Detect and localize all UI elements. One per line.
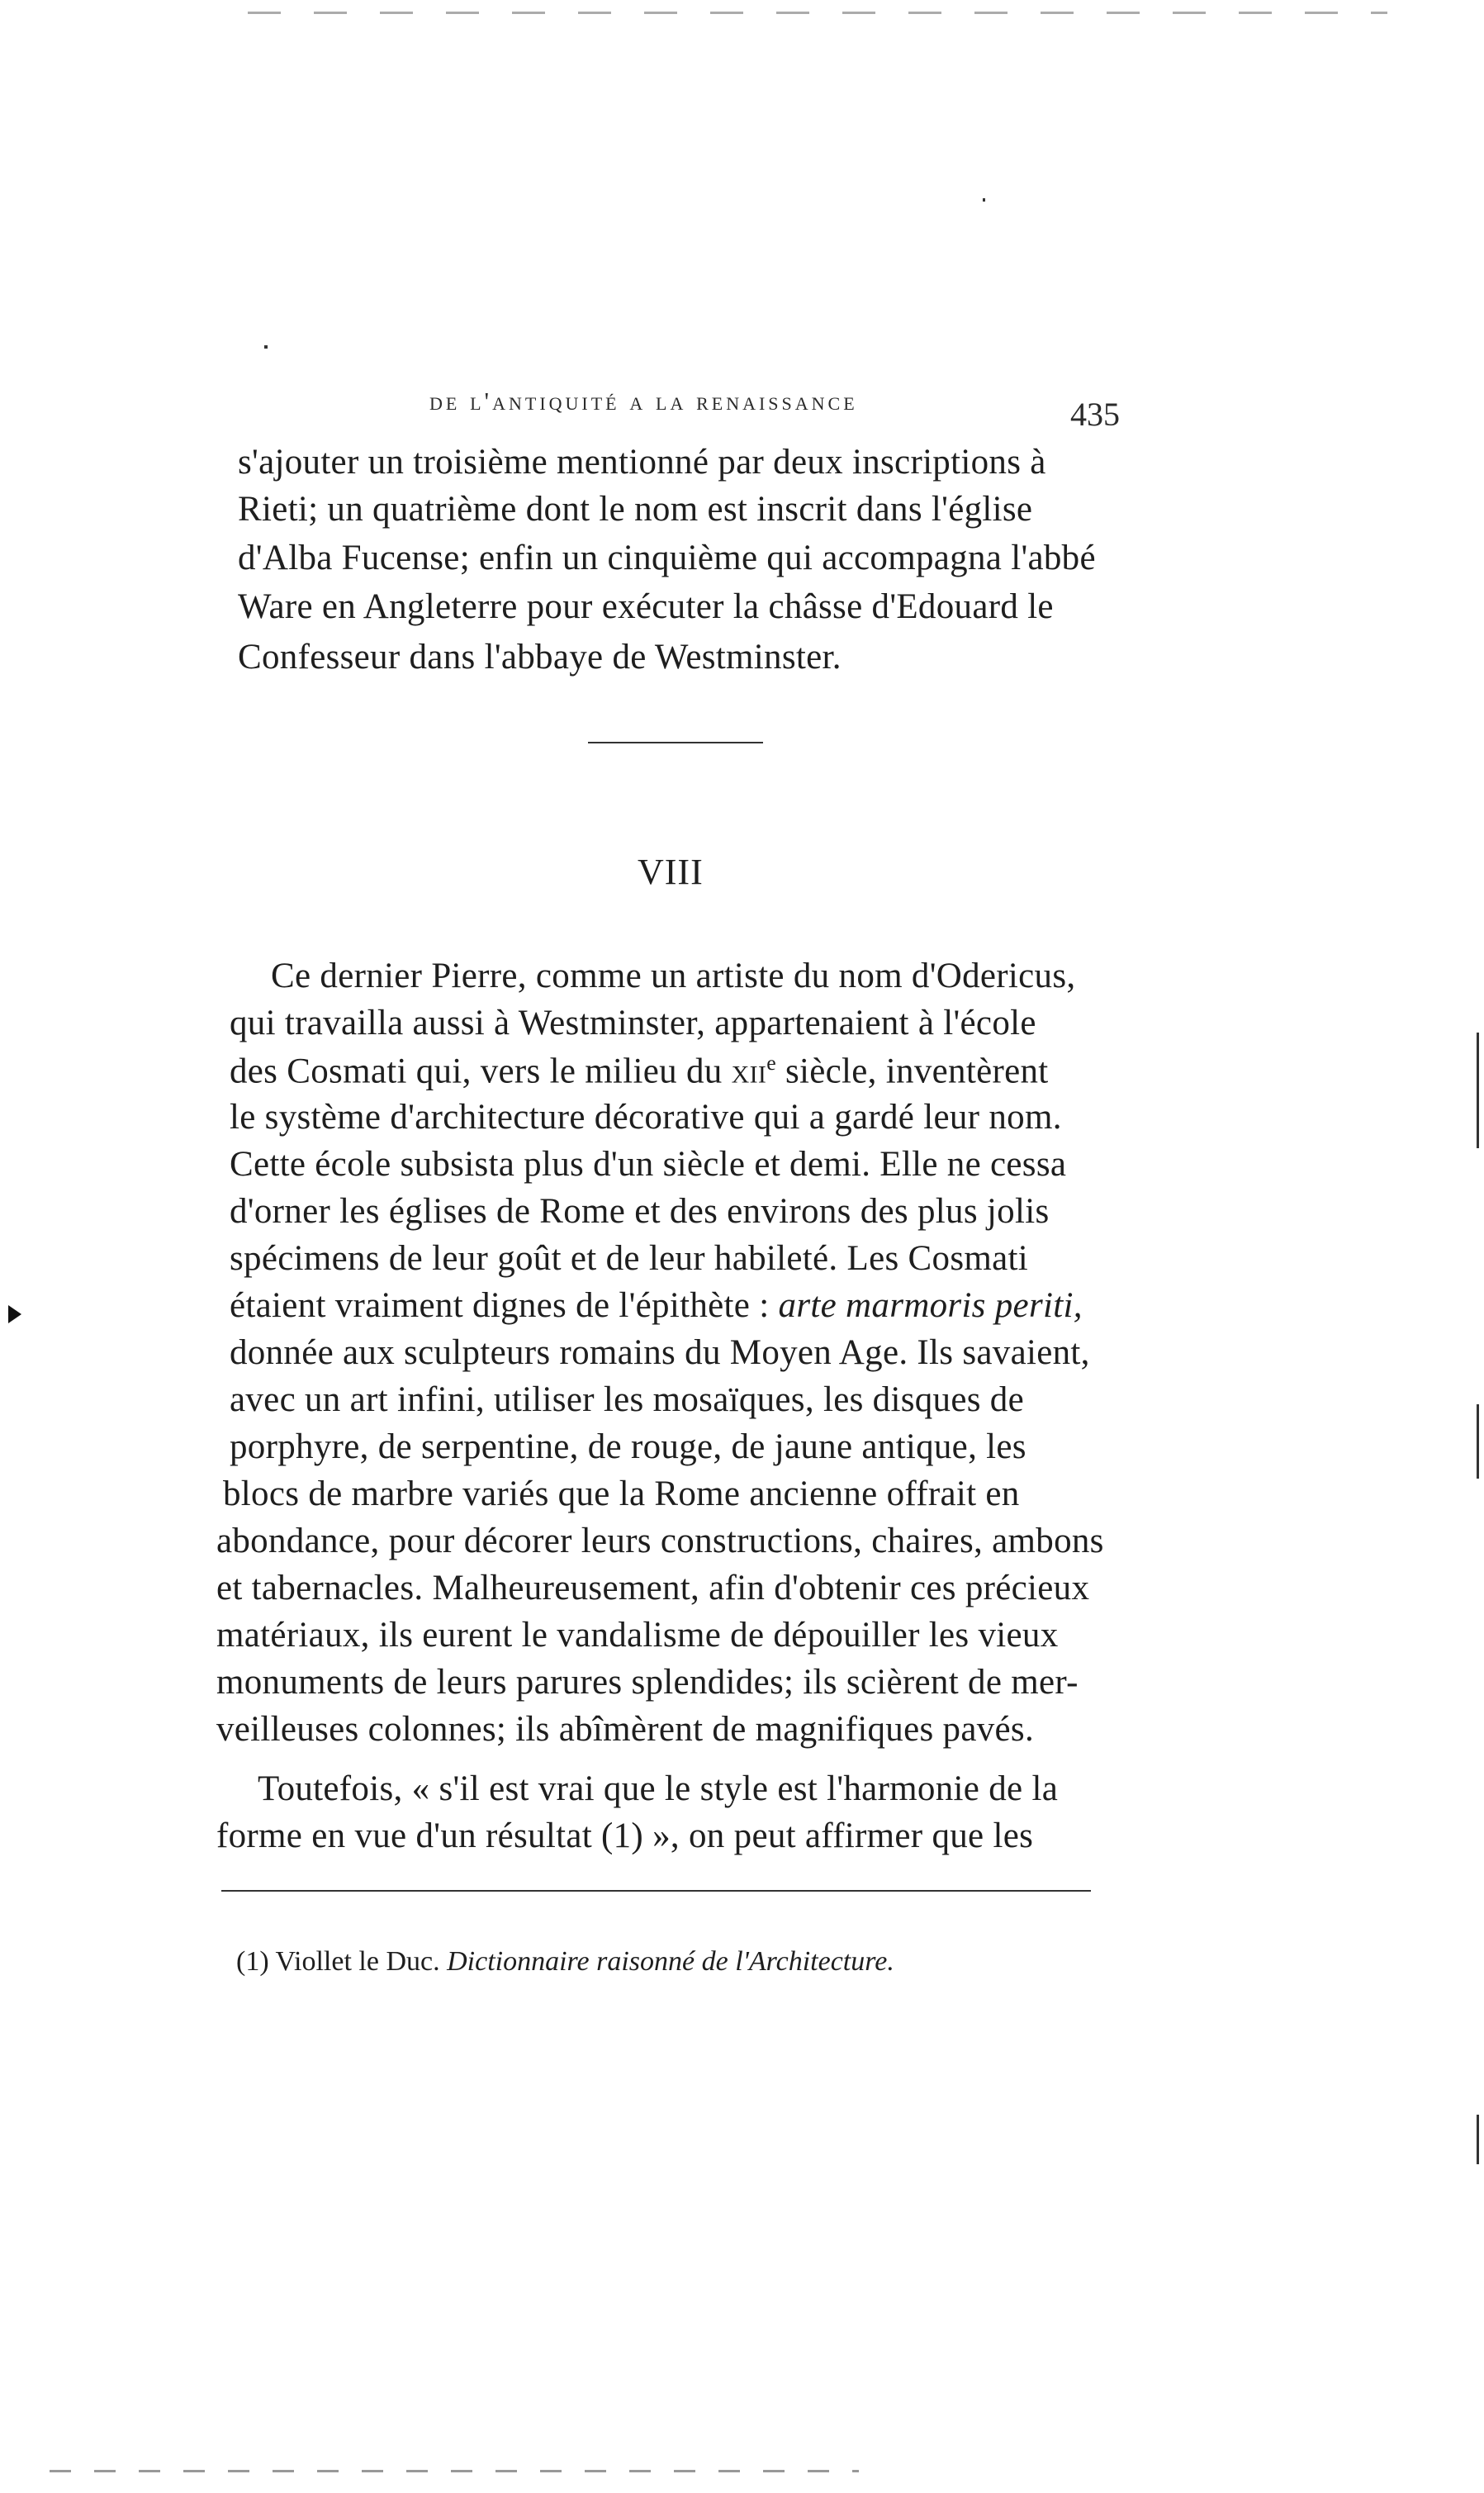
text-line: s'ajouter un troisième mentionné par deux inscriptions à: [238, 443, 1046, 482]
page-number: 435: [1070, 396, 1120, 433]
text-line: Ware en Angleterre pour exécuter la châsse d'Edouard le: [238, 587, 1054, 626]
text-line: blocs de marbre variés que la Rome ancienne offrait en: [223, 1474, 1020, 1513]
scan-edge-line: [1477, 2115, 1479, 2164]
scan-edge-line: [1477, 1404, 1479, 1479]
century-numeral: xii: [731, 1052, 767, 1091]
century-superscript: e: [766, 1051, 776, 1075]
scan-speck: [264, 345, 268, 349]
footnote-marker: (1) Viollet le Duc.: [236, 1946, 448, 1977]
text-line: Toutefois, « s'il est vrai que le style est l'harmonie de la: [258, 1769, 1059, 1808]
text-segment: des Cosmati qui, vers le milieu du: [230, 1052, 732, 1091]
running-title: de l'antiquité a la renaissance: [429, 387, 858, 416]
text-line: et tabernacles. Malheureusement, afin d'obtenir ces précieux: [216, 1569, 1090, 1607]
text-line: [230, 1052, 1049, 1089]
section-separator: [588, 742, 763, 743]
text-line: qui travailla aussi à Westminster, appartenaient à l'école: [230, 1004, 1036, 1042]
footnote-title: Dictionnaire raisonné de l'Architecture.: [447, 1946, 894, 1977]
text-line: abondance, pour décorer leurs constructions, chaires, ambons: [216, 1522, 1104, 1560]
scan-edge-line: [1477, 1033, 1479, 1148]
text-segment: siècle, inventèrent: [775, 1052, 1049, 1091]
text-line: porphyre, de serpentine, de rouge, de jaune antique, les: [230, 1427, 1026, 1466]
text-line: d'Alba Fucense; enfin un cinquième qui accompagna l'abbé: [238, 539, 1096, 577]
text-line: Rieti; un quatrième dont le nom est inscrit dans l'église: [238, 490, 1033, 529]
text-line: Confesseur dans l'abbaye de Westminster.: [238, 638, 842, 677]
text-line: forme en vue d'un résultat (1) », on peut affirmer que les: [216, 1816, 1034, 1855]
text-line: spécimens de leur goût et de leur habileté. Les Cosmati: [230, 1239, 1028, 1278]
text-line: Ce dernier Pierre, comme un artiste du nom d'Odericus,: [271, 957, 1076, 995]
latin-phrase: arte marmoris periti,: [778, 1286, 1083, 1325]
text-line: le système d'architecture décorative qui a gardé leur nom.: [230, 1098, 1062, 1137]
text-line: veilleuses colonnes; ils abîmèrent de magnifiques pavés.: [216, 1710, 1035, 1749]
scan-arrow-mark: [8, 1305, 21, 1323]
text-line: [230, 1288, 1083, 1323]
scan-speck: [983, 198, 985, 202]
scan-dash-artifact-bottom: [50, 2470, 859, 2472]
text-line: d'orner les églises de Rome et des environs des plus jolis: [230, 1192, 1050, 1231]
text-line: matériaux, ils eurent le vandalisme de dépouiller les vieux: [216, 1616, 1059, 1655]
text-segment: étaient vraiment dignes de l'épithète :: [230, 1286, 779, 1325]
text-line: monuments de leurs parures splendides; ils scièrent de mer-: [216, 1663, 1079, 1702]
section-heading: VIII: [638, 852, 704, 892]
scan-dash-artifact-top: [248, 12, 1387, 14]
text-line: avec un art infini, utiliser les mosaïques, les disques de: [230, 1380, 1024, 1419]
text-line: donnée aux sculpteurs romains du Moyen Age. Ils savaient,: [230, 1333, 1090, 1372]
footnote: [236, 1946, 894, 1978]
text-line: Cette école subsista plus d'un siècle et demi. Elle ne cessa: [230, 1145, 1067, 1184]
footnote-rule: [221, 1890, 1091, 1892]
